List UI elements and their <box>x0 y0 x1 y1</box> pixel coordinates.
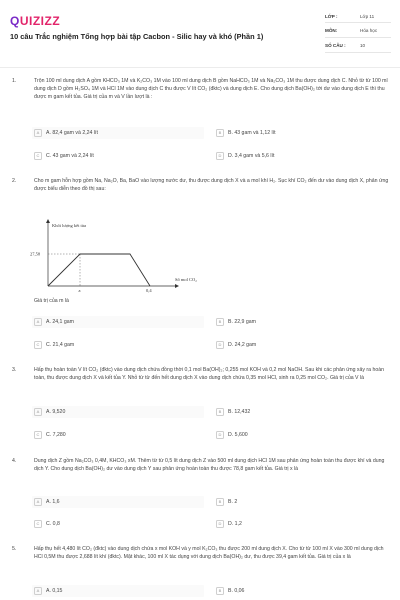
question-text: Hấp thụ hoàn toàn V lít CO₂ (đktc) vào dung dịch chứa đồng thời 0,1 mol Ba(OH)₂; 0,255 mol KOH và 0,2 mol NaOH. Sau khi các phản ứng xảy ra hoàn toàn, thu được dung dịch X và kết tủa Y. Nhỏ từ từ đến hết dung dịch X vào dung dịch chứa 0,35 mol HCl, sinh ra 0,25 mol CO₂. Giá trị của V là <box>34 367 385 381</box>
meta-count: SỐ CÂU : 10 <box>325 38 391 53</box>
option-1c[interactable]: C C. 43 gam và 2,24 lít <box>34 150 94 162</box>
x-tick-label-04: 0,4 <box>146 288 152 293</box>
question-5 <box>12 546 392 576</box>
option-letter: B <box>216 498 224 506</box>
y-axis-arrow <box>46 219 50 223</box>
option-1d[interactable]: D D. 3,4 gam và 5,6 lít <box>216 150 274 162</box>
chart-svg <box>30 218 200 296</box>
option-2d[interactable]: D D. 24,2 gam <box>216 339 256 351</box>
question-text: Trộn 100 ml dung dịch A gồm KHCO₃ 1M và K₂CO₃ 1M vào 100 ml dung dịch B gồm NaHCO₃ 1M và Na₂CO₃ 1M thu được dung dịch C. Nhỏ từ từ 100 ml dung dịch D gồm H₂SO₄ 1M và HCl 1M vào dung dịch C thu được V lít CO₂ (đktc) và dung dịch E. Cho dung dịch Ba(OH)₂ tới dư vào dung dịch E thì thu được m gam kết tủa. Giá trị của m và V lần lượt là : <box>34 78 388 100</box>
question-1 <box>12 78 392 118</box>
option-1a[interactable]: A A. 82,4 gam và 2,24 lít <box>34 127 98 139</box>
option-2a[interactable]: A A. 24,1 gam <box>34 316 74 328</box>
option-4d[interactable]: D D. 1,2 <box>216 518 242 530</box>
y-tick-label: 27,58 <box>30 251 41 257</box>
option-letter: A <box>34 587 42 595</box>
option-letter: D <box>216 520 224 528</box>
question-text: Hấp thụ hết 4,480 lít CO₂ (đktc) vào dung dịch chứa x mol KOH và y mol K₂CO₃ thu được 200 ml dung dịch X. Cho từ từ 100 ml X vào 300 ml dung dịch HCl 0,5M thu được 2,688 lít khí (đktc). Mặt khác, 100 ml X tác dụng với dung dịch Ba(OH)₂ dư, thu được 39,4 gam kết tủa. Giá trị của x là <box>34 546 384 560</box>
meta-grade: LỚP : Lớp 11 <box>325 10 391 23</box>
option-4c[interactable]: C C. 0,8 <box>34 518 60 530</box>
page-title: 10 câu Trắc nghiệm Tổng hợp bài tập Cacbon - Silic hay và khó (Phần 1) <box>10 32 264 41</box>
option-letter: C <box>34 520 42 528</box>
option-2c[interactable]: C C. 21,4 gam <box>34 339 74 351</box>
option-letter: A <box>34 318 42 326</box>
header <box>0 0 400 68</box>
precipitate-chart <box>30 218 200 296</box>
option-letter: A <box>34 408 42 416</box>
option-letter: A <box>34 129 42 137</box>
option-3a[interactable]: A A. 9,520 <box>34 406 65 418</box>
y-axis-label: Khối lượng kết tủa <box>52 223 86 228</box>
option-letter: B <box>216 408 224 416</box>
question-number: 1. <box>12 78 17 84</box>
question-number: 5. <box>12 546 17 552</box>
question-3 <box>12 367 392 397</box>
option-letter: D <box>216 152 224 160</box>
option-letter: C <box>34 431 42 439</box>
question-2 <box>12 178 392 198</box>
series-line <box>48 254 150 286</box>
question-followup-text: Giá trị của m là <box>34 298 69 304</box>
option-5a[interactable]: A A. 0,15 <box>34 585 62 597</box>
option-4b[interactable]: B B. 2 <box>216 496 237 508</box>
option-letter: C <box>34 152 42 160</box>
option-letter: A <box>34 498 42 506</box>
x-axis-label: Số mol CO₂ <box>175 277 197 282</box>
meta-table <box>325 10 391 53</box>
option-3d[interactable]: D D. 5,600 <box>216 429 248 441</box>
meta-subject: MÔN: Hóa học <box>325 23 391 38</box>
option-letter: B <box>216 318 224 326</box>
option-4a[interactable]: A A. 1,6 <box>34 496 60 508</box>
option-letter: B <box>216 587 224 595</box>
option-1b[interactable]: B B. 43 gam và 1,12 lít <box>216 127 276 139</box>
option-3c[interactable]: C C. 7,280 <box>34 429 66 441</box>
option-3b[interactable]: B B. 12,432 <box>216 406 250 418</box>
quizizz-logo[interactable]: QUIZIZZ <box>10 14 61 28</box>
option-letter: B <box>216 129 224 137</box>
option-letter: D <box>216 431 224 439</box>
question-text: Cho m gam hỗn hợp gồm Na, Na₂O, Ba, BaO vào lượng nước dư, thu được dung dịch X và a mol khí H₂. Sục khí CO₂ đến dư vào dung dịch X, phản ứng được biểu diễn theo đồ thị sau: <box>34 178 389 192</box>
question-number: 4. <box>12 458 17 464</box>
x-tick-label-a: a <box>78 288 81 293</box>
question-number: 3. <box>12 367 17 373</box>
question-text: Dung dịch Z gồm Na₂CO₃ 0,4M, KHCO₃ xM. Thêm từ từ 0,5 lít dung dịch Z vào 500 ml dung dịch HCl 1M sau phản ứng hoàn toàn thu được khí và dung dịch Y. Cho dung dịch Ba(OH)₂ dư vào dung dịch Y sau phản ứng hoàn toàn thu được 78,8 gam kết tủa. Giá trị x là <box>34 458 385 472</box>
question-4 <box>12 458 392 488</box>
option-letter: D <box>216 341 224 349</box>
question-number: 2. <box>12 178 17 184</box>
option-2b[interactable]: B B. 22,9 gam <box>216 316 256 328</box>
question-2-after <box>12 298 392 308</box>
option-letter: C <box>34 341 42 349</box>
x-axis-arrow <box>175 284 179 288</box>
option-5b[interactable]: B B. 0,06 <box>216 585 244 597</box>
